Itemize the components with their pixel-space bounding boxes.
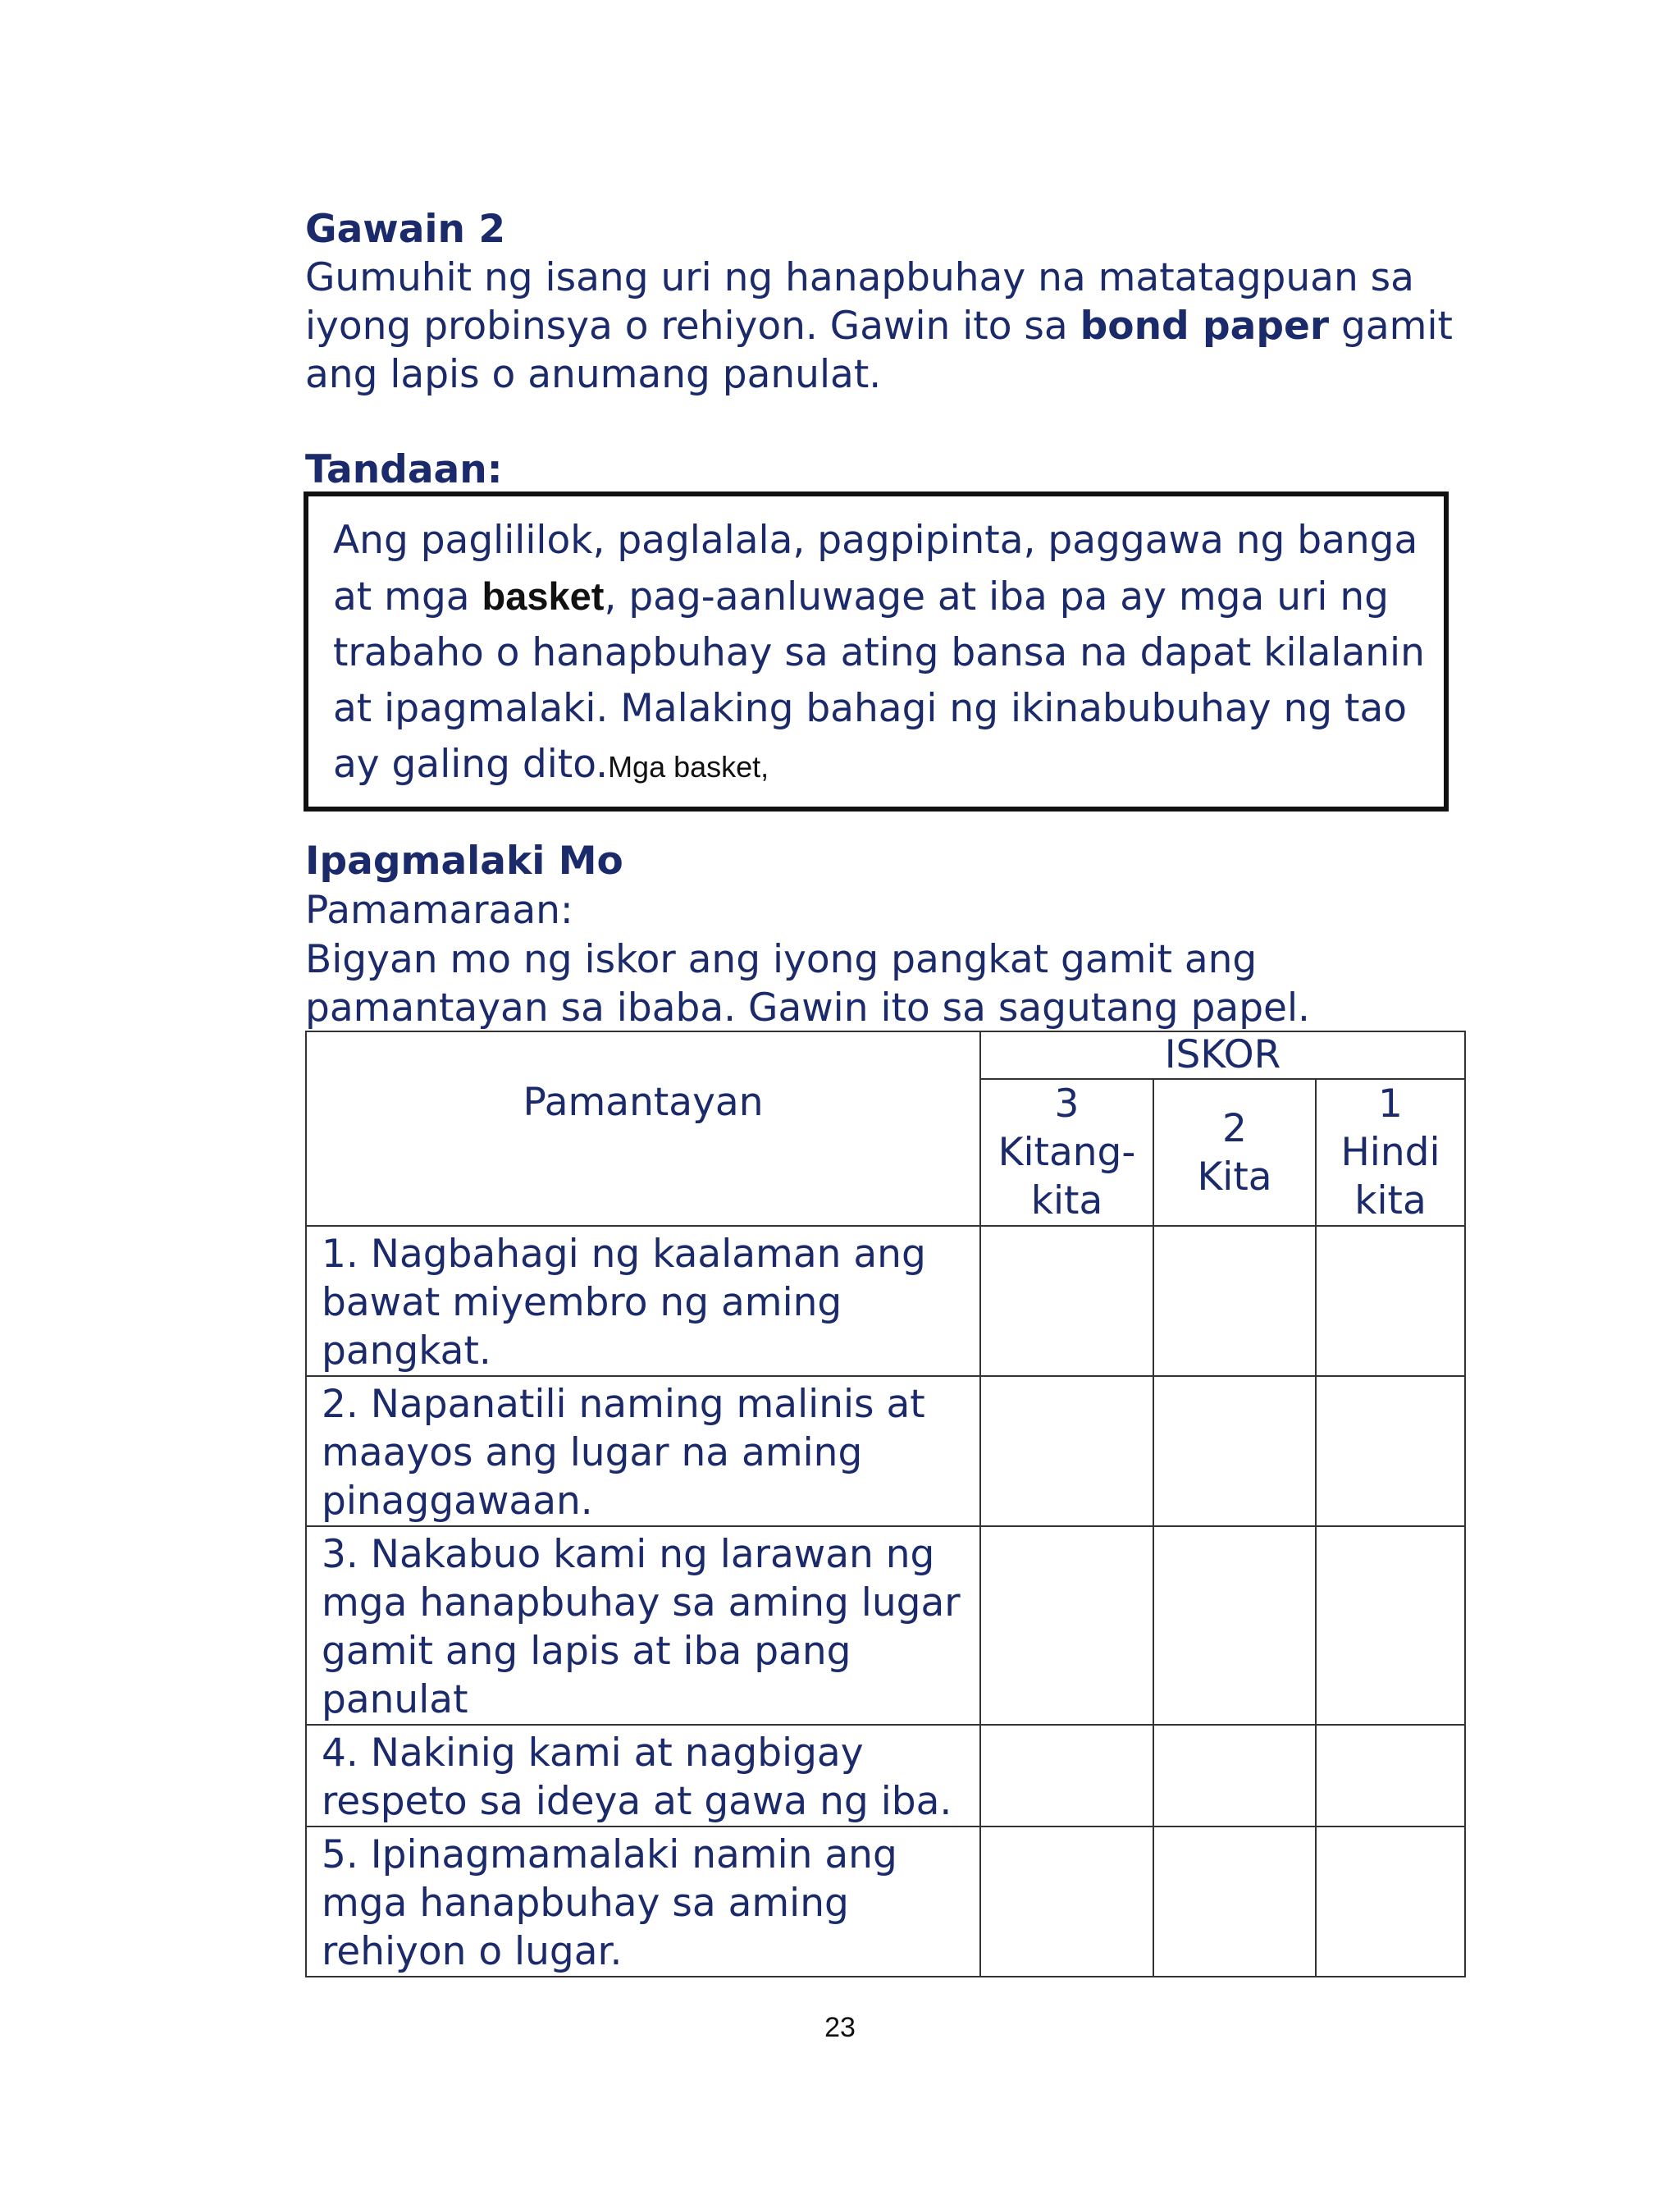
score-column-3 <box>980 1079 1153 1226</box>
gawain-heading: Gawain 2 <box>305 207 506 252</box>
tandaan-heading: Tandaan: <box>305 447 503 492</box>
gawain-bold-text: bond paper <box>1080 304 1330 349</box>
score-cell[interactable] <box>1153 1827 1316 1977</box>
score-cell[interactable] <box>1316 1526 1465 1725</box>
score-label: Hindi kita <box>1340 1130 1440 1223</box>
rubric-table <box>305 1031 1466 1977</box>
score-cell[interactable] <box>980 1226 1153 1376</box>
criteria-cell <box>306 1376 980 1526</box>
criteria-text: 2. Napanatili naming malinis at maayos ang lugar na aming pinaggawaan. <box>322 1382 925 1524</box>
criteria-cell <box>306 1526 980 1725</box>
pamamaraan-label: Pamamaraan: <box>305 888 573 933</box>
score-cell[interactable] <box>980 1376 1153 1526</box>
score-cell[interactable] <box>980 1725 1153 1827</box>
criteria-text: 3. Nakabuo kami ng larawan ng mga hanapbuhay sa aming lugar gamit ang lapis at iba pang panulat <box>322 1532 961 1722</box>
score-column-1 <box>1316 1079 1465 1226</box>
score-cell[interactable] <box>1153 1526 1316 1725</box>
tandaan-box <box>304 491 1449 812</box>
criteria-cell <box>306 1725 980 1827</box>
criteria-cell <box>306 1226 980 1376</box>
score-value: 2 <box>1222 1105 1247 1151</box>
tandaan-text-part: Ang paglililok, paglalala, pagpipinta, paggawa ng banga at mga <box>333 518 1418 620</box>
score-cell[interactable] <box>1153 1725 1316 1827</box>
gawain-text-part: gamit ang lapis o anumang panulat. <box>305 304 1453 397</box>
table-row <box>306 1376 1465 1526</box>
score-cell[interactable] <box>1316 1226 1465 1376</box>
criteria-text: 5. Ipinagmamalaki namin ang mga hanapbuhay sa aming rehiyon o lugar. <box>322 1832 897 1974</box>
score-column-2 <box>1153 1079 1316 1226</box>
score-cell[interactable] <box>1316 1725 1465 1827</box>
score-label: Kita <box>1197 1154 1272 1200</box>
gawain-instructions <box>305 254 1454 399</box>
score-header: ISKOR <box>980 1031 1465 1079</box>
ipagmalaki-instructions: Bigyan mo ng iskor ang iyong pangkat gamit ang pamantayan sa ibaba. Gawin ito sa sagutang papel. <box>305 937 1310 1031</box>
score-cell[interactable] <box>1153 1226 1316 1376</box>
criteria-text: 4. Nakinig kami at nagbigay respeto sa ideya at gawa ng iba. <box>322 1731 952 1824</box>
criteria-cell <box>306 1827 980 1977</box>
table-row <box>306 1526 1465 1725</box>
tandaan-text-part: , pag-aanluwage at iba pa ay mga uri ng trabaho o hanapbuhay sa ating bansa na dapat kilalanin at ipagmalaki. Malaking bahagi ng ikinabubuhay ng tao ay galing dito. <box>333 574 1425 787</box>
tandaan-text <box>333 513 1432 795</box>
ipagmalaki-heading: Ipagmalaki Mo <box>305 839 623 884</box>
score-cell[interactable] <box>1153 1376 1316 1526</box>
table-row <box>306 1725 1465 1827</box>
tandaan-tail-text: Mga basket, <box>608 750 769 784</box>
score-cell[interactable] <box>1316 1376 1465 1526</box>
score-value: 3 <box>1054 1081 1080 1127</box>
score-cell[interactable] <box>1316 1827 1465 1977</box>
score-cell[interactable] <box>980 1827 1153 1977</box>
criteria-text: 1. Nagbahagi ng kaalaman ang bawat miyembro ng aming pangkat. <box>322 1232 926 1374</box>
table-row <box>306 1827 1465 1977</box>
criteria-header: Pamantayan <box>306 1031 980 1226</box>
gawain-text-part: Gumuhit ng isang uri ng hanapbuhay na matatagpuan sa iyong probinsya o rehiyon. Gawin ito sa <box>305 255 1414 349</box>
score-value: 1 <box>1378 1081 1403 1127</box>
tandaan-bold-text: basket <box>482 574 605 618</box>
score-label: Kitang-kita <box>998 1130 1136 1223</box>
table-row <box>306 1226 1465 1376</box>
score-cell[interactable] <box>980 1526 1153 1725</box>
page-number: 23 <box>824 2012 856 2043</box>
